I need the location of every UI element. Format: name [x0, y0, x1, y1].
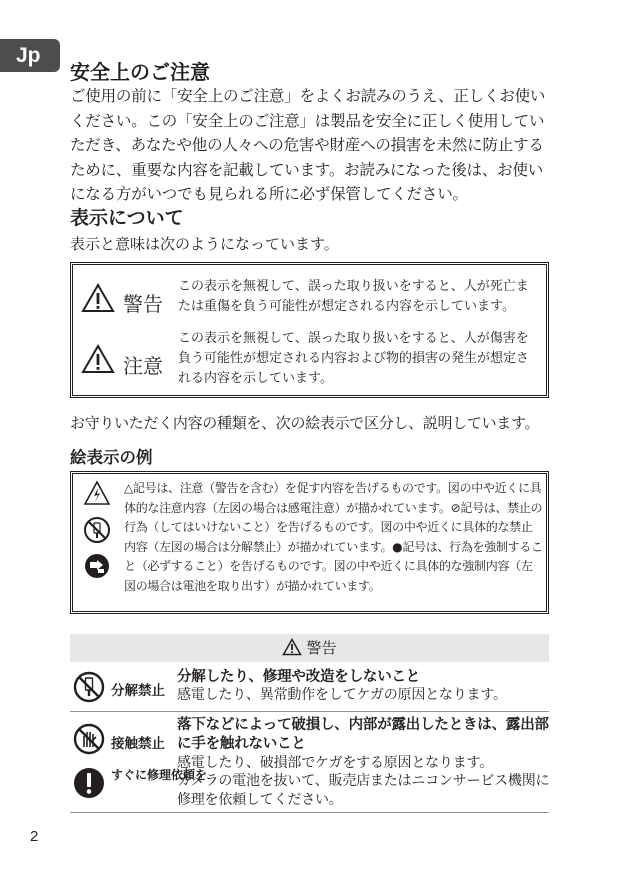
item-body-no-disassembly: 感電したり、異常動作をしてケガの原因となります。: [177, 687, 507, 703]
no-disassembly-icon: [73, 671, 105, 707]
warning-triangle-icon: [81, 283, 115, 317]
remove-battery-icon: [83, 552, 111, 584]
examples-description: △記号は、注意（警告を含む）を促す内容を告げるものです。図の中や近くに具体的な注意内容（左図の場合は感電注意）が描かれています。⊘記号は、禁止の行為（してはいけないこと）を告げるものです。図の中や近くに具体的な禁止内容（左図の場合は分解禁止）が描かれています。●記号は、行為を強制すること（必ずすること）を告げるものです。図の中や近くに具体的な強制内容（左図の場合は電池を取り出す）が描かれています。: [124, 481, 543, 593]
page-number: 2: [30, 828, 39, 845]
mandatory-action-icon: [73, 767, 105, 803]
item-label-request-repair: すぐに修理依頼を: [111, 768, 208, 782]
no-disassembly-icon: [83, 516, 111, 548]
item-title-no-touch: 落下などによって破損し、内部が露出したときは、露出部に手を触れないこと: [177, 717, 549, 752]
page-title: 安全上のご注意: [70, 60, 210, 84]
no-touch-icon: [73, 723, 105, 759]
language-tab: Jp: [0, 39, 60, 72]
warning-triangle-icon: [282, 638, 302, 656]
divider: [70, 711, 549, 712]
classify-text: お守りいただく内容の種類を、次の絵表示で区分し、説明しています。: [70, 414, 540, 432]
signal-desc-caution: この表示を無視して、誤った取り扱いをすると、人が傷害を負う可能性が想定される内容および物的損害の発生が想定される内容を示しています。: [178, 331, 530, 386]
signal-row-caution: [73, 329, 546, 395]
display-heading: 表示について: [70, 207, 184, 229]
item-body-request-repair: カメラの電池を抜いて、販売店またはニコンサービス機関に修理を依頼してください。: [177, 773, 550, 808]
signal-row-warning: [73, 275, 546, 330]
item-label-no-touch: 接触禁止: [111, 736, 165, 752]
signal-word-warning: 警告: [123, 292, 163, 316]
signal-word-box: [70, 262, 549, 398]
examples-heading: 絵表示の例: [70, 448, 153, 467]
signal-desc-warning: この表示を無視して、誤った取り扱いをすると、人が死亡または重傷を負う可能性が想定される内容を示しています。: [178, 279, 529, 314]
item-label-no-disassembly: 分解禁止: [111, 683, 165, 699]
divider: [70, 812, 549, 813]
item-body-no-touch: 感電したり、破損部でケガをする原因となります。: [177, 755, 493, 771]
warning-triangle-icon: [81, 344, 115, 378]
intro-paragraph: ご使用の前に「安全上のご注意」をよくお読みのうえ、正しくお使いください。この「安全上のご注意」は製品を安全に正しく使用していただき、あなたや他の人々への危害や財産への損害を未然に防止するために、重要な内容を記載しています。お読みになった後は、お使いになる方がいつでも見られる所に必ず保管してください。: [70, 87, 546, 203]
warning-band-label: 警告: [306, 639, 337, 657]
warning-band: [70, 634, 549, 662]
examples-box: [70, 471, 549, 614]
electric-shock-caution-icon: [83, 480, 111, 510]
signal-word-caution: 注意: [123, 354, 163, 378]
display-intro: 表示と意味は次のようになっています。: [70, 235, 339, 253]
item-title-no-disassembly: 分解したり、修理や改造をしないこと: [177, 669, 421, 685]
